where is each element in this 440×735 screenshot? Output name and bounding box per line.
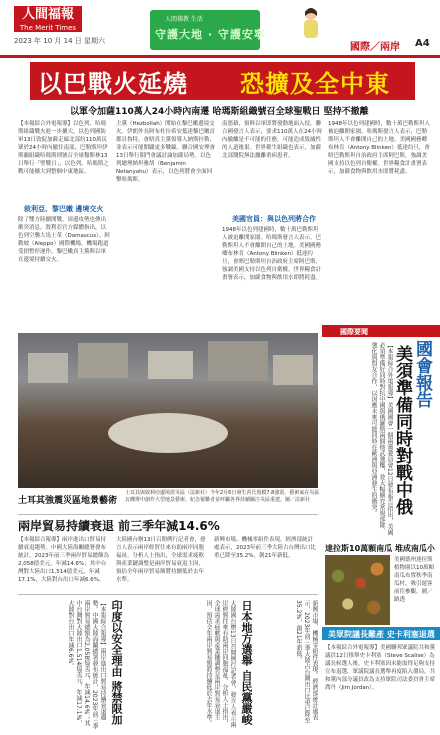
pumpkin-caption: 美國德州達拉斯植物園以10萬顆南瓜布置秋季南瓜村，吸引遊客前往參觀。圖／路透 [394, 557, 434, 603]
lead-subheading1: 敘利亞、黎巴嫩 邊境交火 [24, 205, 104, 213]
lower-divider [18, 594, 318, 595]
newspaper-logo-subtitle: The Merit Times [19, 24, 77, 32]
lead-col3: 南憑藉，預料以軍即將發動地面入侵。聯合國發言人表示，要求110萬人在24小時內撤離是不可能的任務，可能造成毀滅性的人道後果。世界衛生組織也表示，加薩北部醫院無法撤離重病患者。 [222, 121, 322, 159]
trade-col2: 大陸國台辦13日召開例行記者會，發言人表示兩岸經貿往來有助兩岸同胞福祉。分析人士指出，全球需求疲軟與產業鏈調整是兩岸貿易衰退主因，預估全年兩岸貿易額將持續低於去年水準。 [116, 537, 206, 583]
lower-col3: 新興市場、機械零組件表現。經濟部統計處表示，2023年前三季大陸占台灣出口比重已降至35.2%，創21年新低。 [295, 600, 318, 724]
person-illustration-icon [300, 6, 322, 42]
india-title: 印度以安全理由 將禁限加 [110, 600, 123, 725]
right-section-label: 國際要聞 [340, 328, 368, 336]
banner-slogan: 守護大地 · 守護安寧 [155, 28, 266, 41]
photo-caption-title: 土耳其強震災區地景藝術 [18, 496, 118, 506]
lower-col2: 大陸國台辦13日召開例行記者會，發言人表示兩岸經貿往來有助兩岸同胞福祉。分析人士指出，全球需求疲軟與產業鏈調整是兩岸貿易衰退主因，預估全年兩岸貿易額將持續低於去年水準。 [205, 600, 236, 728]
headline-part2: 恐擴及全中東 [240, 70, 390, 98]
scalise-title: 美眾院議長難產 史卡利塞退選 [328, 630, 435, 639]
pumpkin-title: 達拉斯10萬顆南瓜 堆成南瓜小 [325, 544, 435, 553]
lead-col3b: 1948年以色列建國時，數十萬巴勒斯坦人被迫離開家園。哈瑪斯發言人表示，巴勒斯坦人不會離開自己的土地。美國國務卿布林肯（Antony Blinken）抵達約旦，會晤巴勒斯坦自治政府主席阿巴斯，強調美國支持以色列自衛權。世界糧食計畫署表示，加薩食物與飲用水即將耗盡。 [222, 227, 322, 281]
masthead-divider [0, 55, 440, 58]
newspaper-logo: 人間福報 [14, 6, 82, 32]
lead-col1b: 除了雙方陸續開戰，周邊攻勢也傳出衝突消息，敘利亞官方媒體指出，以色列空襲大馬士革（Damascus）、阿勒坡（Aleppo）國際機場，機場跑道受損暫停運作，黎巴嫩真主黨與以軍在邊境持續交火。 [18, 217, 110, 263]
section-label: 國際／兩岸 [350, 42, 400, 53]
page-number: A4 [415, 38, 430, 49]
issue-date: 2023 年 10 月 14 日 星期六 [14, 37, 105, 45]
pumpkin-photo [325, 555, 390, 625]
right-title-black: 美須準備同時對戰中俄 [392, 345, 412, 515]
headline-subhead: 以軍令加薩110萬人24小時內南遷 哈瑪斯組織號召全球聖戰日 堅持不撤離 [70, 107, 369, 117]
lower-col1: 【本報綜合報導】兩岸進出口貿易持續衰退趨勢。中國大陸海關總署發布統計，2023年前三季兩岸貿易總額為2,058億美元，年減14.6%；其中台灣對大陸出口1,514億美元，年減17.1%，大陸對台出口年減6.6%。 [67, 600, 106, 730]
scalise-body: 【本報綜合外電報導】美國聯邦眾議院共和黨議員12日推舉史卡利塞（Steve Scalise）為議長候選人後，史卡利塞因未能取得足夠支持宣布退選，眾議院議長選舉再度陷入僵局。共和黨內部分議員改為支持眾院司法委員會主席喬丹（Jim Jordan）。 [325, 645, 435, 691]
lead-subheading3: 美國官員：與以色列將合作 [232, 215, 316, 223]
headline-part1: 以巴戰火延燒 [38, 70, 188, 98]
right-title-blue: 國會報告 [412, 340, 432, 408]
right-body: 【本報綜合外電報導】美國國會一個兩黨委員會12日發布報告指出，美國必須準備好同時對抗中國與俄羅斯兩個核武強權，並大幅擴充常規部隊、強化與盟友合作，以因應未來可能同時在歐洲與亞洲發生的衝突。 [370, 342, 393, 536]
lead-col2: 主黨（Hezbollah）開始在黎巴嫩邊境交火。伊朗外長阿布杜拉希安抵達黎巴嫩首都貝魯特，會晤真主黨領導人納斯拉勒，並表示可能開闢更多戰線。聯合國安理會13日舉行閉門會議討論加薩局勢。以色列總理納坦雅胡（Benjamin Netanyahu）表示，以色列將會全面回擊哈瑪斯。 [116, 121, 216, 183]
lead-col4: 1948年以色列建國時，數十萬巴勒斯坦人被迫離開家園。哈瑪斯發言人表示，巴勒斯坦人不會離開自己的土地。美國國務卿布林肯（Antony Blinken）抵達約旦，會晤巴勒斯坦自治政府主席阿巴斯，強調美國支持以色列自衛權。世界糧食計畫署表示，加薩食物與飲用水即將耗盡。 [328, 121, 430, 175]
photo-caption-text: 土耳其與敘利亞邊境震災區（法新社）今年2月6日發生芮氏規模7.8強震，藝術家在災區瓦礫堆中創作大型地景藝術，紀念罹難者並呼籲各界持續關注災區重建。圖／法新社 [125, 490, 320, 503]
lead-col1: 【本報綜合外電報導】以色列、哈瑪斯組織戰火進一步擴大，以色列國防軍13日敦促加薩走廊北部約110萬民眾於24小時內撤往南部，巴勒斯坦伊斯蘭組織哈瑪斯則號召全球穆斯林13日舉行「聖戰日」，以色列、哈瑪斯之戰可能擴大到整個中東地區。 [18, 121, 109, 175]
section-divider [18, 514, 318, 515]
japan-title: 日本地方選舉 自民黨嚴峻 [240, 600, 253, 725]
trade-col3: 新興市場、機械零組件表現。經濟部統計處表示，2023年前三季大陸占台灣出口比重已降至35.2%，創21年新低。 [214, 537, 316, 559]
banner-tag: 人間佛教 生活 [165, 16, 203, 23]
earthquake-photo [18, 333, 318, 488]
trade-title: 兩岸貿易持續衰退 前三季年減14.6% [18, 519, 220, 533]
trade-col1: 【本報綜合報導】兩岸進出口貿易持續衰退趨勢。中國大陸海關總署發布統計，2023年前三季兩岸貿易總額為2,058億美元，年減14.6%；其中台灣對大陸出口1,514億美元，年減17.1%，大陸對台出口年減6.6%。 [18, 537, 109, 583]
